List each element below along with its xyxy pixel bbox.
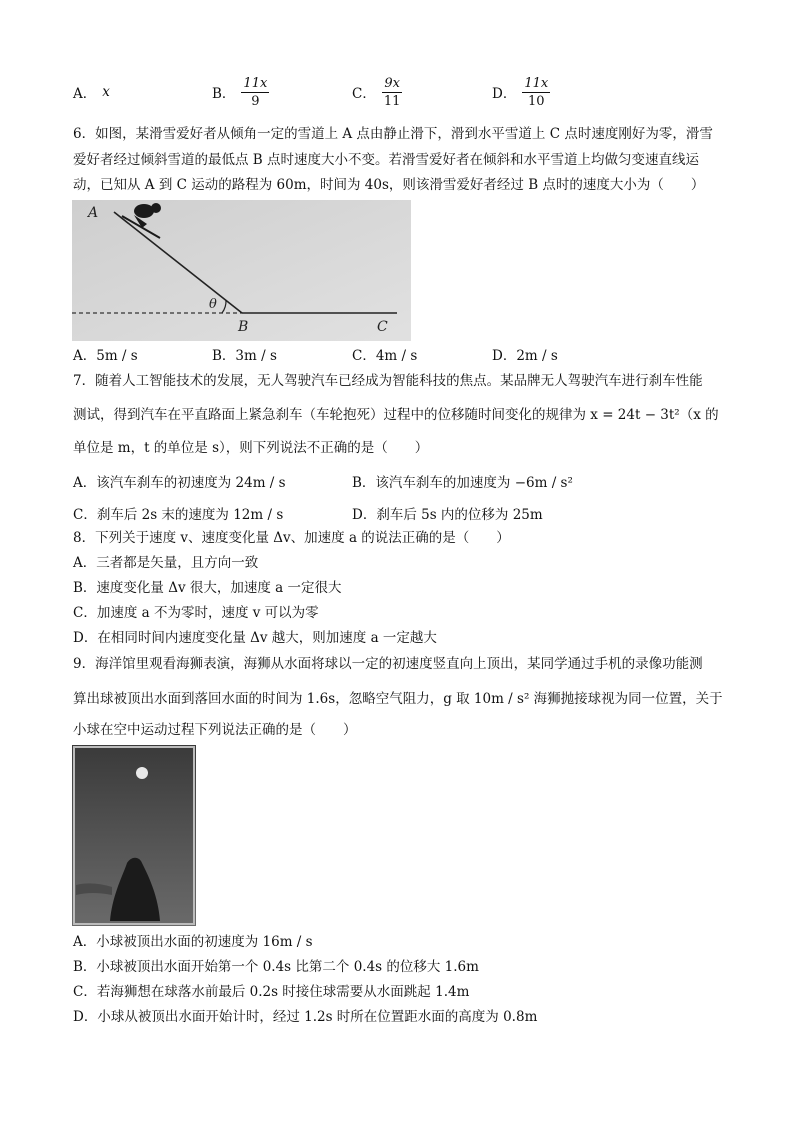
q7-stem-line-1: 7．随着人工智能技术的发展，无人驾驶汽车已经成为智能科技的焦点。某品牌无人驾驶汽车进行刹车性能: [73, 373, 703, 389]
q7-stem-line-2: 测试，得到汽车在平直路面上紧急刹车（车轮抱死）过程中的位移随时间变化的规律为 x = 24t − 3t²（x 的: [73, 407, 719, 423]
q5-option-d: D． $\frac{11x}{10}$: [492, 75, 549, 109]
label-c: C: [377, 319, 388, 335]
q9-option-c: C．若海狮想在球落水前最后 0.2s 时接住球需要从水面跳起 1.4m: [73, 984, 470, 1000]
q6-stem-line-3: 动，已知从 A 到 C 运动的路程为 60m，时间为 40s，则该滑雪爱好者经过 B 点时的速度大小为（ ）: [73, 177, 705, 193]
q7-stem-line-3: 单位是 m，t 的单位是 s），则下列说法不正确的是（ ）: [73, 440, 429, 456]
q9-stem-line-3: 小球在空中运动过程下列说法正确的是（ ）: [73, 722, 357, 738]
q6-option-d: D．2m / s: [492, 348, 558, 364]
q7-option-b: B．该汽车刹车的加速度为 −6m / s²: [352, 475, 573, 491]
label-a: A: [88, 205, 99, 221]
q5-option-b: B． $\frac{11x}{9}$: [212, 75, 268, 109]
q6-option-b: B．3m / s: [212, 348, 277, 364]
q9-stem-line-2: 算出球被顶出水面到落回水面的时间为 1.6s，忽略空气阻力，g 取 10m / s² 海狮抛接球视为同一位置，关于: [73, 691, 723, 707]
q6-option-a: A．5m / s: [73, 348, 138, 364]
q5-option-a: A． x: [73, 84, 110, 102]
q9-option-a: A．小球被顶出水面的初速度为 16m / s: [73, 934, 313, 950]
q8-option-a: A．三者都是矢量，且方向一致: [73, 555, 259, 571]
label-b: B: [238, 319, 249, 335]
q5-option-c: C． $\frac{9x}{11}$: [352, 75, 401, 109]
q9-stem-line-1: 9．海洋馆里观看海狮表演，海狮从水面将球以一定的初速度竖直向上顶出，某同学通过手机的录像功能测: [73, 656, 703, 672]
q8-option-c: C．加速度 a 不为零时，速度 v 可以为零: [73, 605, 319, 621]
q7-option-c: C．刹车后 2s 末的速度为 12m / s: [73, 507, 284, 523]
fraction: $\frac{11x}{9}$: [243, 75, 268, 109]
sea-lion-photo: [72, 745, 196, 926]
label-theta: θ: [209, 297, 217, 312]
q7-option-a: A．该汽车刹车的初速度为 24m / s: [73, 475, 286, 491]
q8-stem-line-1: 8．下列关于速度 v、速度变化量 Δv、加速度 a 的说法正确的是（ ）: [73, 530, 510, 546]
q8-option-d: D．在相同时间内速度变化量 Δv 越大，则加速度 a 一定越大: [73, 630, 437, 646]
q7-option-d: D．刹车后 5s 内的位移为 25m: [352, 507, 543, 523]
q6-option-c: C．4m / s: [352, 348, 418, 364]
fraction: $\frac{9x}{11}$: [383, 75, 401, 109]
q9-option-b: B．小球被顶出水面开始第一个 0.4s 比第二个 0.4s 的位移大 1.6m: [73, 959, 479, 975]
q5-options: [73, 72, 733, 112]
q6-stem-line-2: 爱好者经过倾斜雪道的最低点 B 点时速度大小不变。若滑雪爱好者在倾斜和水平雪道上均做匀变速直线运: [73, 152, 700, 168]
ball-icon: [136, 767, 148, 779]
ski-slope-figure: [72, 200, 411, 341]
fraction: $\frac{11x}{10}$: [524, 75, 549, 109]
q9-option-d: D．小球从被顶出水面开始计时，经过 1.2s 时所在位置距水面的高度为 0.8m: [73, 1009, 538, 1025]
q6-stem-line-1: 6．如图，某滑雪爱好者从倾角一定的雪道上 A 点由静止滑下，滑到水平雪道上 C 点时速度刚好为零，滑雪: [73, 126, 713, 142]
q8-option-b: B．速度变化量 Δv 很大，加速度 a 一定很大: [73, 580, 342, 596]
